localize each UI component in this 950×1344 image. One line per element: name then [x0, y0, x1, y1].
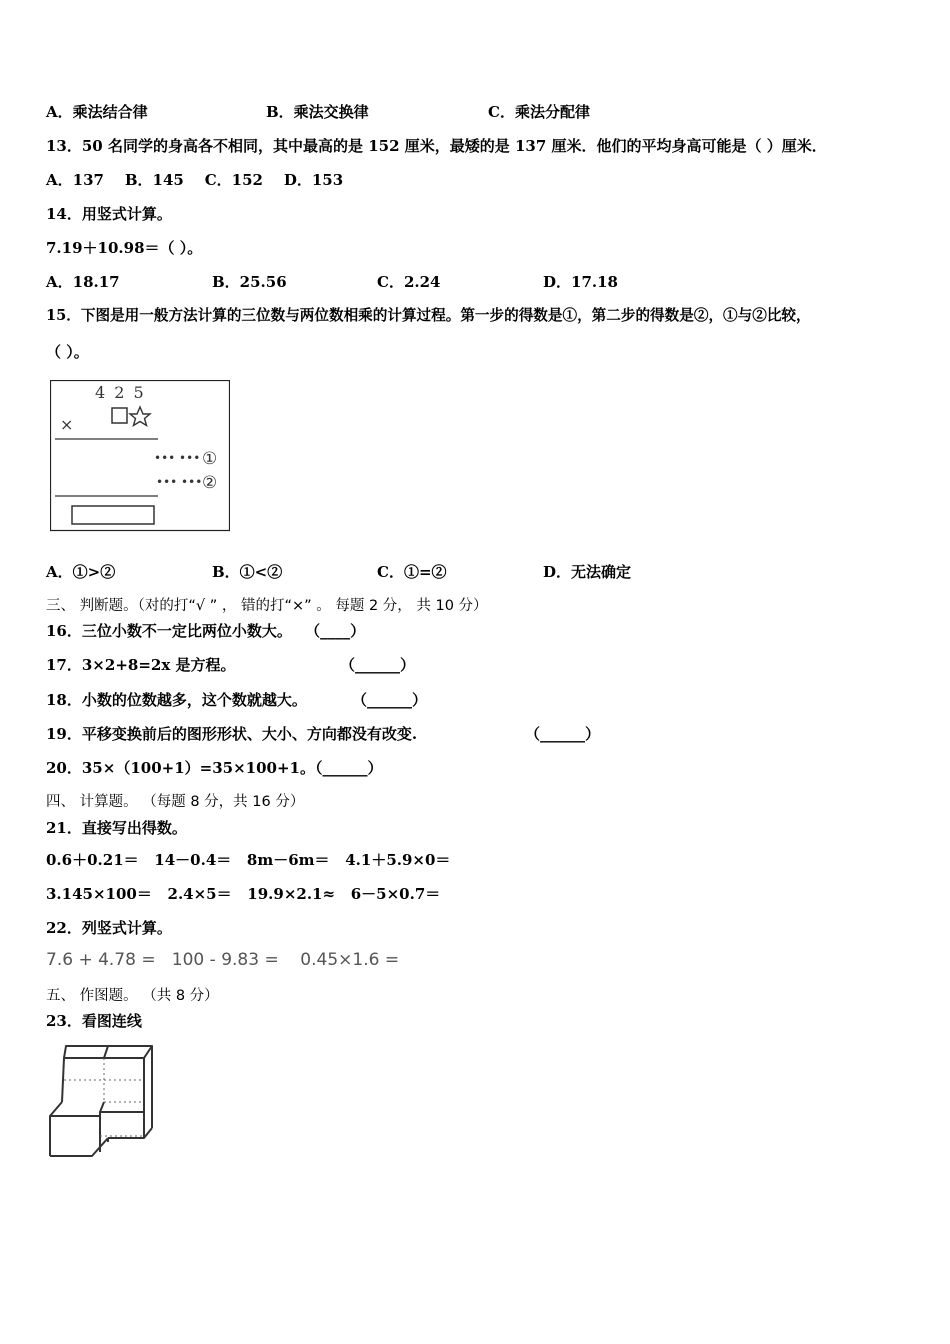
- q15-stem: 15．下图是用一般方法计算的三位数与两位数相乘的计算过程。第一步的得数是①，第二步的得数是②，①与②比较，: [46, 307, 811, 324]
- q14-stem: 14．用竖式计算。: [46, 205, 172, 223]
- figure-step1-mark: ①: [202, 449, 218, 469]
- q20-text: 20．35×（100+1）=35×100+1。（______）: [46, 759, 383, 777]
- q19-text: [46, 724, 417, 744]
- q18-statement: 18．小数的位数越多，这个数就越大。: [46, 691, 307, 709]
- figure-dots-2: ••• •••: [156, 475, 203, 489]
- section-3-title: 三、 判断题。（对的打“√ ” ， 错的打“×” 。 每题 2 分， 共 10 分）: [46, 598, 488, 614]
- q12-option-a: A．乘法结合律: [46, 103, 148, 121]
- q23-stem: 23．看图连线: [46, 1012, 142, 1030]
- figure-dots-1: ••• •••: [154, 451, 201, 465]
- q15-option-a: A．①>②: [46, 563, 116, 581]
- q14-option-a: A．18.17: [46, 273, 120, 291]
- q16-answer-blank[interactable]: （____）: [305, 622, 366, 640]
- q18-text: [46, 690, 307, 710]
- q12-option-b: B．乘法交换律: [266, 103, 369, 121]
- q18-answer-blank[interactable]: （______）: [352, 691, 428, 709]
- q22-expressions: 7.6 + 4.78 = 100 - 9.83 = 0.45×1.6 =: [46, 950, 400, 970]
- multiplication-figure: [50, 380, 230, 532]
- figure-answer-box: [72, 506, 154, 524]
- q13-options: A．137 B．145 C．152 D．153: [46, 171, 344, 189]
- q21-row-2: 3.145×100＝ 2.4×5＝ 19.9×2.1≈ 6－5×0.7＝: [46, 885, 441, 903]
- star-icon: [130, 407, 150, 426]
- q15-stem-continued: （ ）。: [46, 343, 89, 361]
- q22-stem: 22．列竖式计算。: [46, 919, 172, 937]
- q17-text: [46, 655, 236, 675]
- q17-statement: 17．3×2+8=2x 是方程。: [46, 656, 236, 674]
- section-5-title: 五、 作图题。 （共 8 分）: [46, 988, 219, 1004]
- square-icon: [112, 408, 127, 423]
- q19-statement: 19．平移变换前后的图形形状、大小、方向都没有改变.: [46, 725, 418, 743]
- figure-times-sign: ×: [60, 415, 74, 434]
- q14-option-c: C．2.24: [377, 273, 441, 291]
- q15-option-c: C．①=②: [377, 563, 447, 581]
- q13-stem: 13．50 名同学的身高各不相同，其中最高的是 152 厘米，最矮的是 137 厘米．他们的平均身高可能是（ ）厘米．: [46, 137, 827, 155]
- q17-answer-blank[interactable]: （______）: [340, 656, 416, 674]
- cube-stack-figure: [44, 1040, 158, 1162]
- q14-option-b: B．25.56: [212, 273, 287, 291]
- section-4-title: 四、 计算题。 （每题 8 分，共 16 分）: [46, 794, 305, 810]
- q12-option-c: C．乘法分配律: [488, 103, 590, 121]
- q16-text: [46, 621, 365, 641]
- q14-expression: 7.19＋10.98＝（ ）。: [46, 239, 203, 257]
- q14-option-d: D．17.18: [543, 273, 618, 291]
- q15-option-d: D．无法确定: [543, 563, 632, 581]
- q15-option-b: B．①<②: [212, 563, 283, 581]
- q16-statement: 16．三位小数不一定比两位小数大。: [46, 622, 292, 640]
- q21-stem: 21．直接写出得数。: [46, 819, 187, 837]
- figure-step2-mark: ②: [202, 473, 218, 493]
- q19-answer-blank[interactable]: （______）: [525, 725, 601, 743]
- figure-top-number: 4 2 5: [95, 383, 146, 402]
- q21-row-1: 0.6＋0.21＝ 14－0.4＝ 8m－6m＝ 4.1＋5.9×0＝: [46, 851, 451, 869]
